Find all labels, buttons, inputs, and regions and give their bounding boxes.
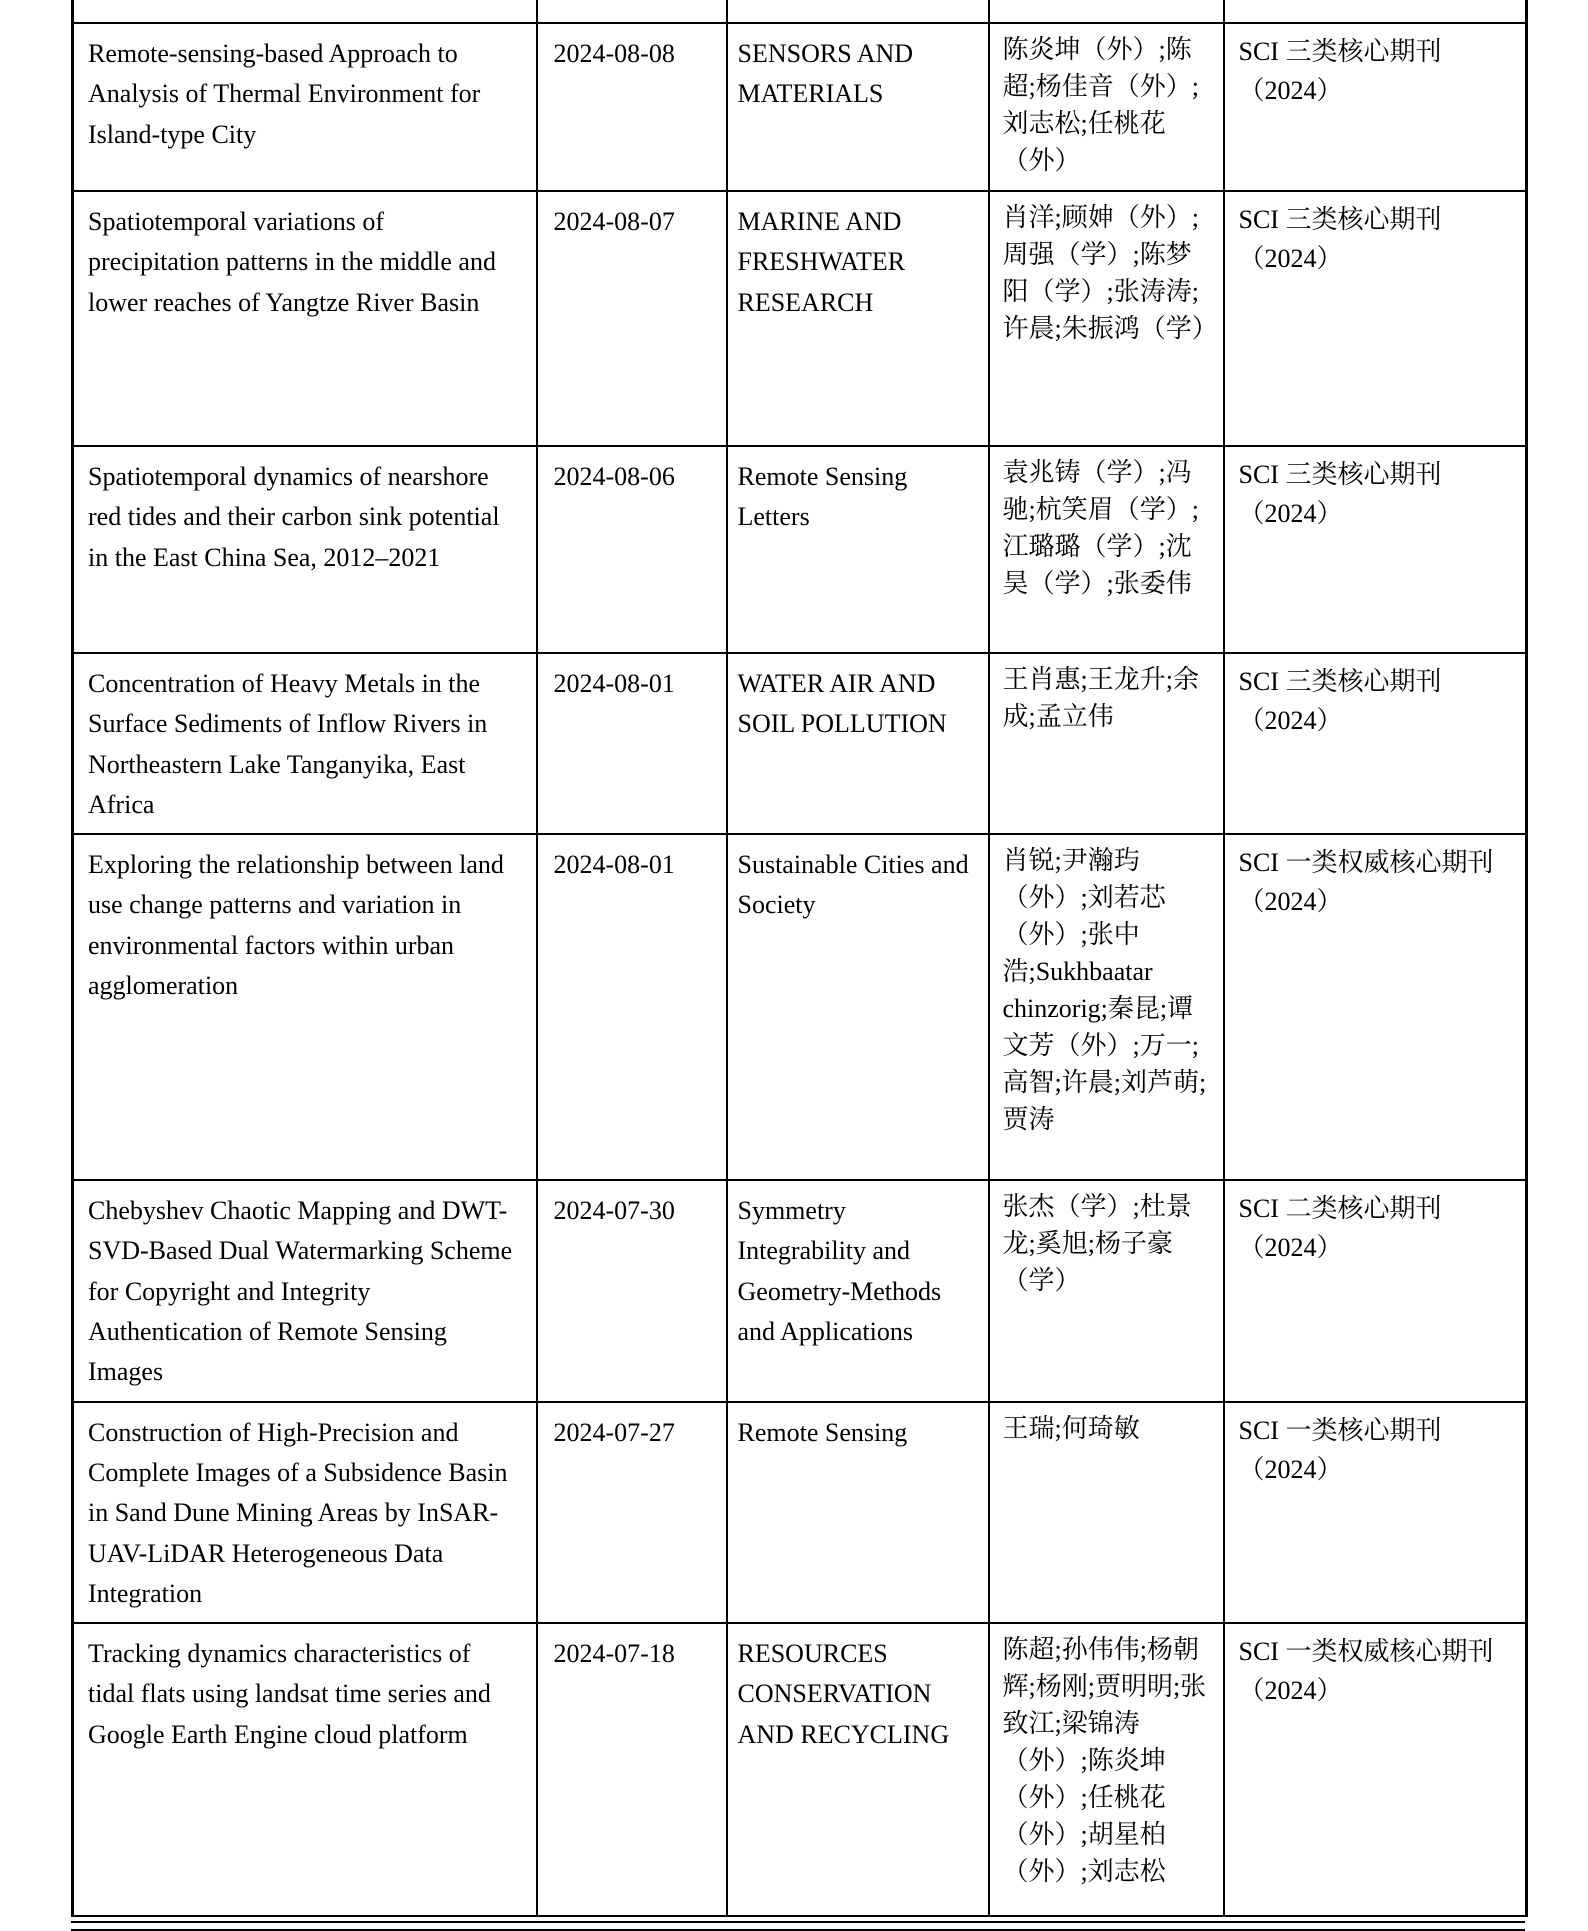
cell-classification: SCI 三类核心期刊（2024） — [1224, 446, 1527, 653]
cell-authors: 陈超;孙伟伟;杨朝辉;杨刚;贾明明;张致江;梁锦涛（外）;陈炎坤（外）;任桃花（外）;胡星柏（外）;刘志松 — [989, 1623, 1224, 1916]
cell-authors: 王肖惠;王龙升;余成;孟立伟 — [989, 653, 1224, 834]
cell-title: Chebyshev Chaotic Mapping and DWT-SVD-Based Dual Watermarking Scheme for Copyright and Integrity Authentication of Remote Sensing Images — [73, 1180, 537, 1401]
cell-authors: 袁兆铸（学）;冯驰;杭笑眉（学）;江璐璐（学）;沈昊（学）;张委伟 — [989, 446, 1224, 653]
cell-journal: Sustainable Cities and Society — [727, 834, 989, 1180]
cell-classification: SCI 三类核心期刊（2024） — [1224, 653, 1527, 834]
cell-date: 2024-08-01 — [537, 834, 727, 1180]
cell-date: 2024-07-30 — [537, 1180, 727, 1401]
cell-authors: 肖锐;尹瀚玙（外）;刘若芯（外）;张中浩;Sukhbaatar chinzorig;秦昆;谭文芳（外）;万一;高智;许晨;刘芦萌;贾涛 — [989, 834, 1224, 1180]
cell-classification: SCI 三类核心期刊（2024） — [1224, 191, 1527, 446]
cell-date: 2024-07-27 — [537, 1402, 727, 1623]
table-row — [73, 446, 1527, 653]
table-row — [73, 1623, 1527, 1916]
cell-classification: SCI 二类核心期刊（2024） — [1224, 1180, 1527, 1401]
cell-journal: Remote Sensing Letters — [727, 446, 989, 653]
cell-title: Construction of High-Precision and Complete Images of a Subsidence Basin in Sand Dune Mining Areas by InSAR-UAV-LiDAR Heterogeneous Data Integration — [73, 1402, 537, 1623]
cell-classification: SCI 三类核心期刊（2024） — [1224, 23, 1527, 191]
stub-cell — [73, 0, 537, 23]
cell-journal: Symmetry Integrability and Geometry-Methods and Applications — [727, 1180, 989, 1401]
cell-title: Remote-sensing-based Approach to Analysis of Thermal Environment for Island-type City — [73, 23, 537, 191]
stub-cell — [727, 0, 989, 23]
cell-title: Concentration of Heavy Metals in the Surface Sediments of Inflow Rivers in Northeastern Lake Tanganyika, East Africa — [73, 653, 537, 834]
table-row — [73, 834, 1527, 1180]
table-row — [73, 653, 1527, 834]
stub-cell — [989, 0, 1224, 23]
cell-journal: WATER AIR AND SOIL POLLUTION — [727, 653, 989, 834]
cell-authors: 张杰（学）;杜景龙;奚旭;杨子豪（学） — [989, 1180, 1224, 1401]
cell-title: Spatiotemporal dynamics of nearshore red tides and their carbon sink potential in the East China Sea, 2012–2021 — [73, 446, 537, 653]
cell-title: Exploring the relationship between land use change patterns and variation in environmental factors within urban agglomeration — [73, 834, 537, 1180]
cell-authors: 王瑞;何琦敏 — [989, 1402, 1224, 1623]
cell-journal: MARINE AND FRESHWATER RESEARCH — [727, 191, 989, 446]
cell-title: Tracking dynamics characteristics of tidal flats using landsat time series and Google Earth Engine cloud platform — [73, 1623, 537, 1916]
table-row — [73, 191, 1527, 446]
cell-journal: SENSORS AND MATERIALS — [727, 23, 989, 191]
cell-title: Spatiotemporal variations of precipitation patterns in the middle and lower reaches of Yangtze River Basin — [73, 191, 537, 446]
publications-table — [71, 0, 1528, 1917]
cell-classification: SCI 一类权威核心期刊（2024） — [1224, 834, 1527, 1180]
table-row — [73, 1180, 1527, 1401]
cell-authors: 肖洋;顾妽（外）;周强（学）;陈梦阳（学）;张涛涛;许晨;朱振鸿（学） — [989, 191, 1224, 446]
table-row — [73, 23, 1527, 191]
cell-journal: Remote Sensing — [727, 1402, 989, 1623]
cell-journal: RESOURCES CONSERVATION AND RECYCLING — [727, 1623, 989, 1916]
stub-cell — [1224, 0, 1527, 23]
cell-date: 2024-08-07 — [537, 191, 727, 446]
cell-authors: 陈炎坤（外）;陈超;杨佳音（外）;刘志松;任桃花（外） — [989, 23, 1224, 191]
table-row — [73, 1402, 1527, 1623]
table-bottom-double-rule — [71, 1921, 1525, 1931]
cell-date: 2024-08-08 — [537, 23, 727, 191]
cell-classification: SCI 一类核心期刊（2024） — [1224, 1402, 1527, 1623]
stub-cell — [537, 0, 727, 23]
cell-classification: SCI 一类权威核心期刊（2024） — [1224, 1623, 1527, 1916]
cell-date: 2024-08-01 — [537, 653, 727, 834]
cell-date: 2024-07-18 — [537, 1623, 727, 1916]
cell-date: 2024-08-06 — [537, 446, 727, 653]
previous-row-sliver — [73, 0, 1527, 23]
